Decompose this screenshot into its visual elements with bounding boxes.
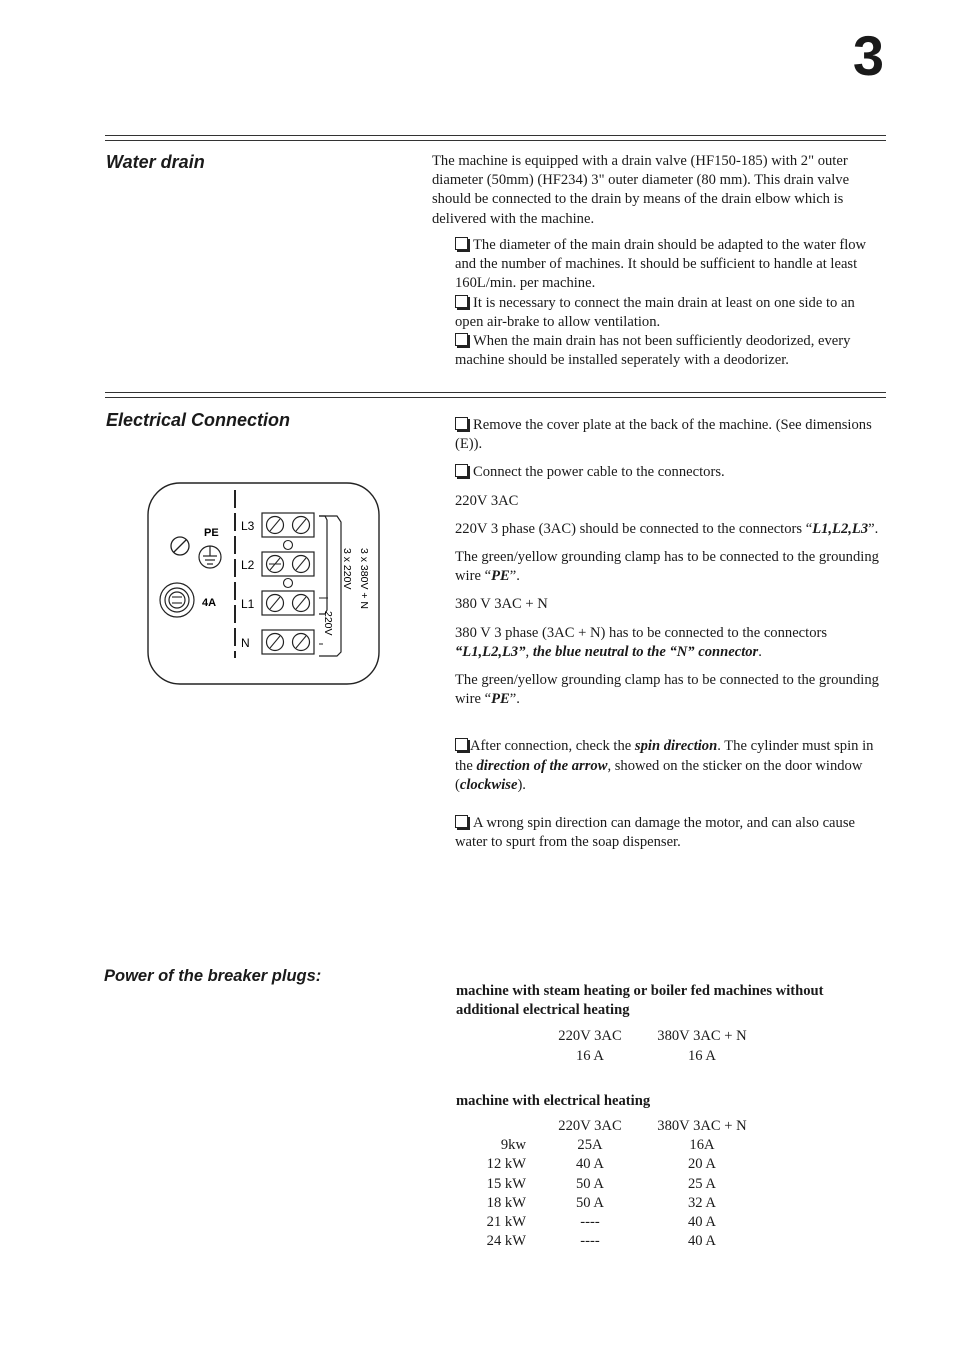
paragraph-220: 220V 3 phase (3AC) should be connected to the connectors “L1,L2,L3”. [455, 520, 879, 537]
bullet-item: Connect the power cable to the connectors. [455, 463, 885, 482]
table-row: 12 kW 40 A 20 A [486, 1156, 716, 1173]
table-cell: 16 A [576, 1047, 604, 1064]
breaker-heading: Power of the breaker plugs: [104, 967, 322, 985]
water-drain-bullets [455, 236, 883, 370]
table-cell: 16 A [688, 1047, 716, 1064]
voltage-220-label: 220V 3AC [455, 492, 519, 509]
col-header: 220V 3AC [558, 1118, 622, 1135]
section-divider [105, 135, 886, 141]
terminal-label-l3: L3 [241, 519, 255, 533]
table-row: 15 kW 50 A 25 A [486, 1175, 716, 1192]
bullet-item: The diameter of the main drain should be adapted to the water flow and the number of machines. It should be sufficient to handle at least 160L/min. per machine. [455, 237, 867, 292]
bullet-item: It is necessary to connect the main drain at least on one side to an open air-brake to allow ventilation. [455, 294, 855, 330]
terminal-l2 [262, 552, 314, 576]
terminal-block-diagram [145, 480, 385, 690]
electric-title: machine with electrical heating [456, 1092, 651, 1109]
paragraph-grounding: The green/yellow grounding clamp has to be connected to the grounding wire “PE”. [455, 672, 879, 708]
section-divider [105, 392, 886, 398]
checkbox-bullet-icon [455, 237, 468, 250]
col-header: 380V 3AC + N [657, 1028, 747, 1045]
terminal-label-l2: L2 [241, 558, 255, 572]
table-row: 9kw 25A 16A [500, 1137, 715, 1154]
checkbox-bullet-icon [455, 738, 468, 751]
terminal-l1 [262, 591, 314, 615]
voltage-380-label: 380 V 3AC + N [455, 596, 548, 613]
voltage-label-220: 220V [322, 611, 334, 636]
chapter-number: 3 [852, 24, 884, 87]
bullet-item: After connection, check the spin direction. The cylinder must spin in the direction of the arrow, showed on the sticker on the door window (clockwise). [455, 738, 874, 793]
terminal-l3 [262, 513, 314, 537]
steam-title: machine with steam heating or boiler fed machines without additional electrical heating [456, 983, 824, 1019]
table-row [456, 1047, 750, 1066]
ground-icon [199, 546, 221, 568]
checkbox-bullet-icon [455, 464, 468, 477]
checkbox-bullet-icon [455, 417, 468, 430]
pe-label: PE [204, 527, 219, 539]
terminal-label-l1: L1 [241, 597, 255, 611]
bullet-item: When the main drain has not been sufficiently deodorized, every machine should be installed seperately with a deodorizer. [455, 333, 851, 369]
table-row: 24 kW ---- 40 A [486, 1233, 716, 1250]
electric-table [456, 1117, 750, 1251]
table-row [456, 1117, 750, 1136]
paragraph-grounding: The green/yellow grounding clamp has to be connected to the grounding wire “PE”. [455, 549, 879, 585]
checkbox-bullet-icon [455, 295, 468, 308]
bullet-item: A wrong spin direction can damage the motor, and can also cause water to spurt from the soap dispenser. [455, 815, 855, 851]
table-row [456, 1027, 750, 1046]
table-row: 18 kW 50 A 32 A [486, 1194, 716, 1211]
screw-icon [171, 537, 189, 555]
electrical-heading: Electrical Connection [106, 410, 291, 430]
table-row: 21 kW ---- 40 A [486, 1214, 716, 1231]
voltage-label-380: 3 x 380V + N [358, 548, 370, 609]
checkbox-bullet-icon [455, 333, 468, 346]
fuse-icon [160, 583, 194, 617]
water-drain-intro: The machine is equipped with a drain valve (HF150-185) with 2" outer diameter (50mm) (HF234) 3" outer diameter (80 mm). This drain valve should be connected to the drain by means of the drain elbow which is delivered with the machine. [432, 153, 850, 227]
breaker-section [456, 982, 888, 1251]
terminal-n [262, 630, 314, 654]
electrical-text [455, 416, 885, 852]
paragraph-380: 380 V 3 phase (3AC + N) has to be connected to the connectors “L1,L2,L3”, the blue neutral to the “N” connector. [455, 624, 828, 660]
terminal-label-n: N [241, 636, 250, 650]
water-drain-intro-block [432, 152, 882, 229]
voltage-label-220-3: 3 x 220V [341, 548, 353, 590]
bullet-item: Remove the cover plate at the back of the machine. (See dimensions (E)). [455, 417, 872, 453]
col-header: 220V 3AC [558, 1028, 622, 1045]
steam-table [456, 1027, 750, 1065]
water-drain-heading: Water drain [106, 152, 205, 172]
col-header: 380V 3AC + N [657, 1118, 747, 1135]
checkbox-bullet-icon [455, 815, 468, 828]
fuse-label: 4A [202, 597, 217, 609]
